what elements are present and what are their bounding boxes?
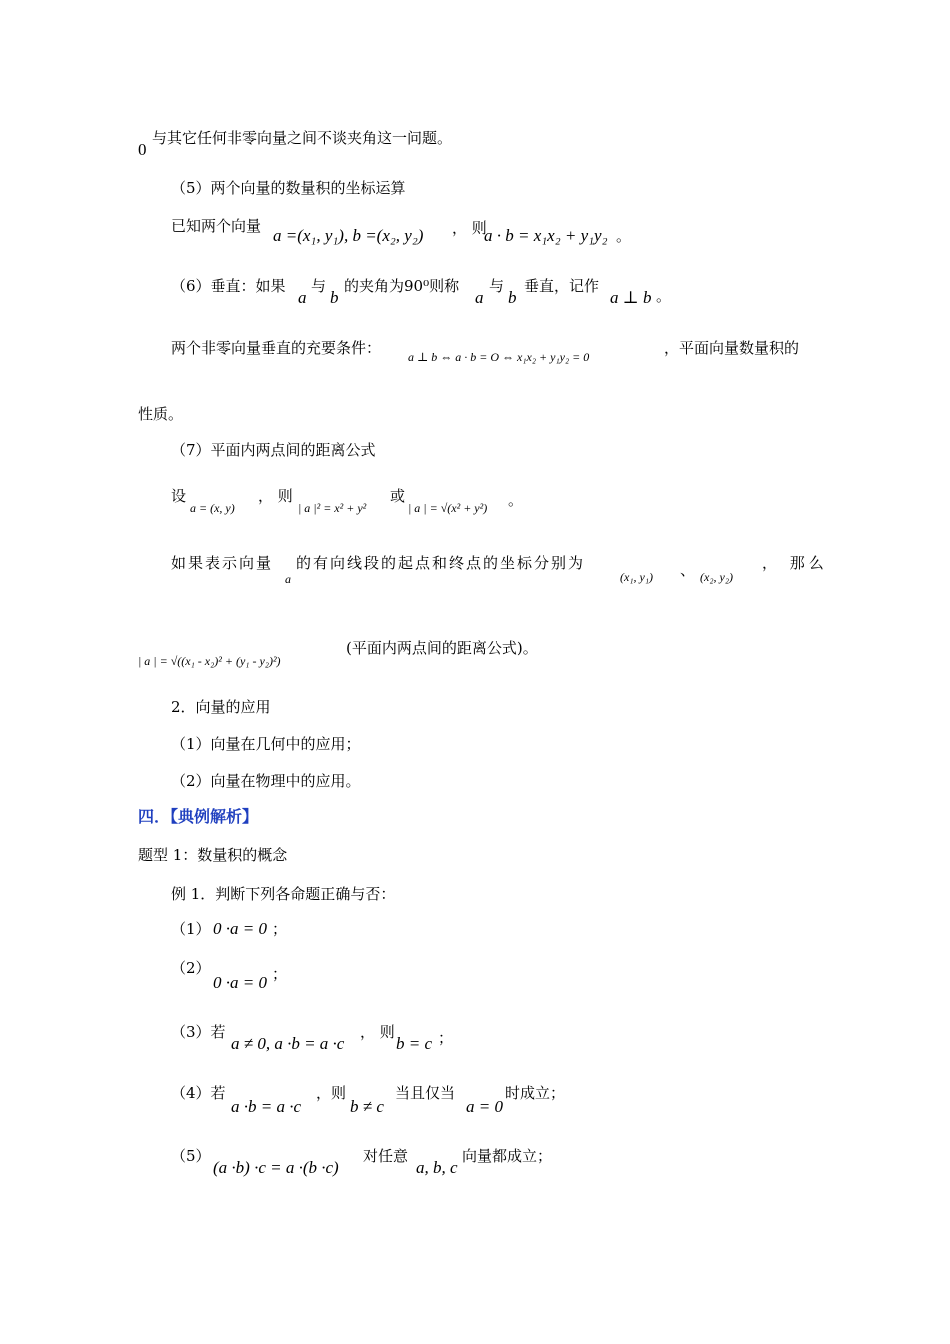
paragraph-coordinate-formula (171, 216, 261, 236)
item-number: （2） (171, 959, 211, 977)
math-vector-a: a (475, 288, 484, 307)
math-a-perp-b: a ⊥ b (610, 288, 652, 307)
text-and: 与 (311, 277, 327, 295)
formula-dot-product (484, 226, 608, 246)
then-text: ，则 (316, 1084, 347, 1102)
text-distance-formula-label: (平面内两点间的距离公式)。 (346, 639, 538, 657)
text: 已知两个向量 (171, 217, 262, 235)
text-separator: 、 (680, 561, 696, 579)
list-item-geometry: （1）向量在几何中的应用； (171, 735, 361, 753)
problem-type-1: 题型 1：数量积的概念 (138, 846, 288, 864)
text-tail: ，平面向量数量积的 (664, 339, 800, 357)
text: 与其它任何非零向量之间不谈夹角这一问题。 (152, 129, 453, 147)
text-let: 设 (171, 487, 187, 505)
subheading-coordinate-dot-product: （5）两个向量的数量积的坐标运算 (171, 179, 406, 197)
zero-symbol (138, 140, 147, 160)
math-zero: 0 (138, 140, 147, 159)
semicolon: ； (272, 920, 288, 938)
math-vector-a: a (285, 572, 291, 586)
text-properties: 性质。 (138, 405, 184, 423)
math-vector-b: b (330, 288, 339, 307)
text-iff: 当且仅当 (395, 1084, 456, 1102)
text-and: 与 (489, 277, 505, 295)
math-item-3-condition: a ≠ 0, a ·b = a ·c (231, 1034, 345, 1053)
math-magnitude-squared: | a |² = x² + y² (298, 501, 367, 515)
example-1-prompt: 例 1．判断下列各命题正确与否： (171, 885, 396, 903)
math-magnitude: | a | = √(x² + y²) (408, 501, 488, 515)
math-item-3-result: b = c (396, 1034, 433, 1053)
math-item-5-associativity: (a ·b) ·c = a ·(b ·c) (213, 1158, 339, 1177)
paragraph-perpendicular-definition: （6）垂直：如果 (171, 277, 286, 295)
then-text: ， 则 (258, 487, 293, 505)
math-vector-b: b (508, 288, 517, 307)
math-a-coordinates: a = (x, y) (190, 501, 235, 515)
then-text: ， 则 (452, 219, 487, 237)
math-point-1: (x₁, y₁) (620, 570, 653, 584)
section-heading-examples: 四．【典例解析】 (138, 807, 259, 826)
math-item-4-result: b ≠ c (350, 1097, 384, 1116)
text-if-vector: 如果表示向量 (171, 554, 274, 572)
item-number: （5） (171, 1147, 211, 1165)
period: 。 (656, 287, 672, 305)
text-then: ， 那么 (762, 554, 828, 572)
math-point-2: (x₂, y₂) (700, 570, 733, 584)
period: 。 (616, 227, 632, 245)
math-distance-formula: | a | = √((x₁ - x₂)² + (y₁ - y₂)²) (138, 654, 281, 668)
math-item-4-condition: a ·b = a ·c (231, 1097, 302, 1116)
text-angle-90: 的夹角为90⁰则称 (344, 277, 460, 295)
text-holds-for-vectors: 向量都成立； (462, 1147, 553, 1165)
math-item-4-case: a = 0 (466, 1097, 503, 1116)
math-item-5-vectors: a, b, c (416, 1158, 458, 1177)
semicolon: ； (438, 1029, 454, 1047)
period: 。 (508, 491, 524, 509)
math: a · b = x₁x₂ + y₁y₂ (484, 226, 608, 245)
text-holds: 时成立； (505, 1084, 566, 1102)
list-item-physics: （2）向量在物理中的应用。 (171, 772, 361, 790)
text-directed-segment: 的有向线段的起点和终点的坐标分别为 (296, 554, 586, 572)
paragraph-zero-vector-note (152, 128, 452, 148)
paragraph-perpendicular-condition: 两个非零向量垂直的充要条件： (171, 339, 382, 357)
text-perpendicular-notation: 垂直，记作 (524, 277, 600, 295)
text-or: 或 (390, 487, 406, 505)
math-item-1: 0 ·a = 0 (213, 919, 267, 938)
math-vector-a: a (298, 288, 307, 307)
then-text: ， 则 (360, 1023, 395, 1041)
text-for-any: 对任意 (363, 1147, 409, 1165)
subheading-vector-applications: 2．向量的应用 (171, 698, 271, 716)
item-number: （4）若 (171, 1084, 226, 1102)
subheading-distance-formula: （7）平面内两点间的距离公式 (171, 441, 376, 459)
item-number: （3）若 (171, 1023, 226, 1041)
math-perpendicular-condition: a ⊥ b ⇔ a · b = O ⇔ x₁x₂ + y₁y₂ = 0 (408, 350, 590, 364)
math: a =(x₁, y₁), b =(x₂, y₂) (273, 226, 424, 245)
formula-vectors-a-b (273, 226, 423, 246)
math-item-2: 0 ·a = 0 (213, 973, 267, 992)
semicolon: ； (272, 965, 288, 983)
item-number: （1） (171, 920, 211, 938)
